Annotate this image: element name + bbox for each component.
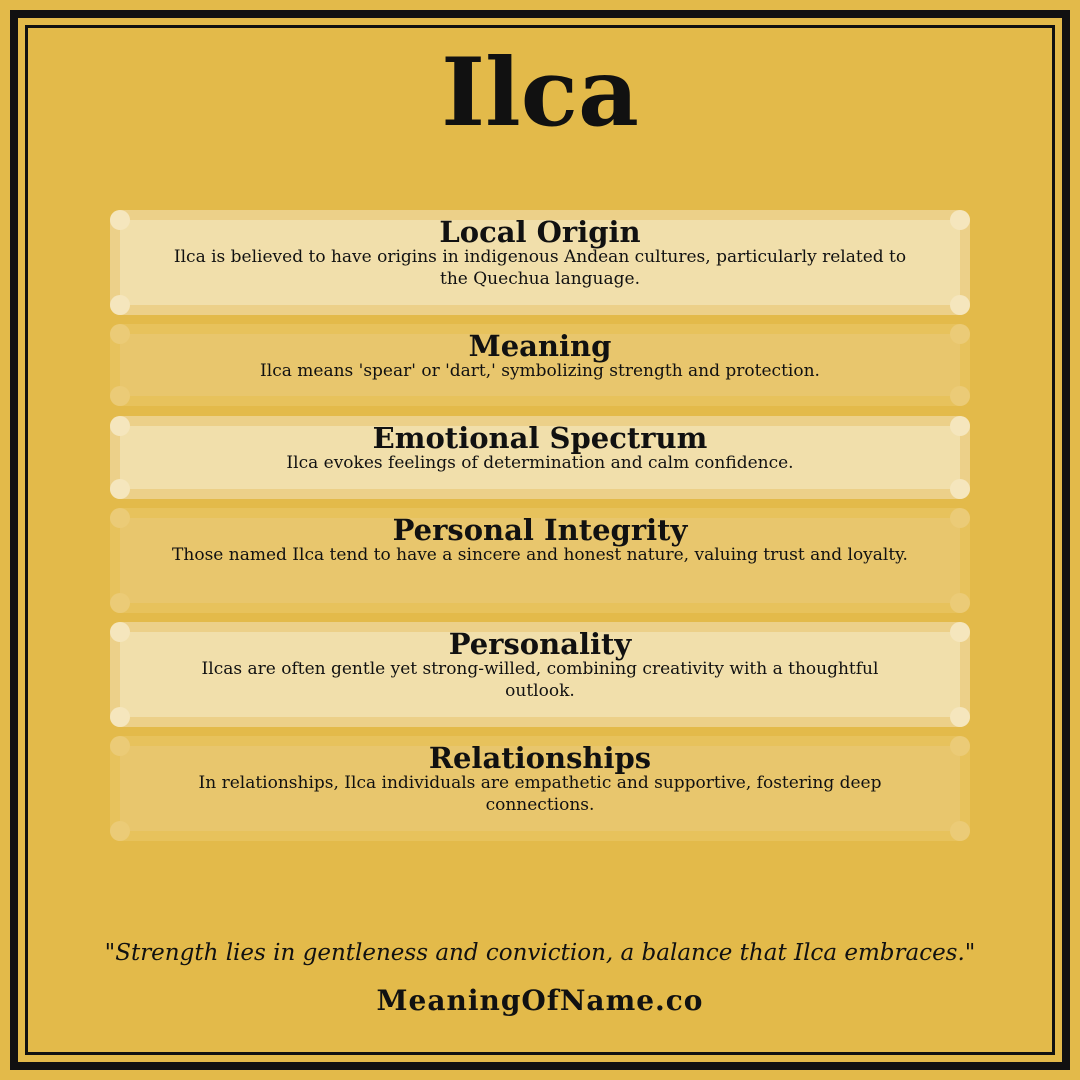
section-card-personality	[110, 622, 970, 727]
section-text: Ilca is believed to have origins in indigenous Andean cultures, particularly related to the Quechua language.	[173, 247, 907, 289]
section-heading: Relationships	[428, 741, 652, 775]
section-card-emotional-spectrum	[110, 416, 970, 499]
section-heading: Local Origin	[439, 215, 641, 249]
section-text: Ilcas are often gentle yet strong-willed, combining creativity with a thoughtful outlook.	[201, 659, 879, 701]
section-card-local-origin	[110, 210, 970, 315]
section-text: Ilca evokes feelings of determination and calm confidence.	[286, 453, 794, 473]
quote-text: "Strength lies in gentleness and conviction, a balance that Ilca embraces."	[104, 940, 976, 966]
site-name: MeaningOfName.co	[376, 984, 704, 1017]
section-text: Those named Ilca tend to have a sincere and honest nature, valuing trust and loyalty.	[172, 545, 908, 565]
section-card-personal-integrity	[110, 508, 970, 613]
section-heading: Emotional Spectrum	[372, 421, 708, 455]
section-text: In relationships, Ilca individuals are empathetic and supportive, fostering deep connections.	[198, 773, 882, 815]
section-card-relationships	[110, 736, 970, 841]
section-heading: Personal Integrity	[392, 513, 688, 547]
section-heading: Meaning	[468, 329, 612, 363]
name-title: Ilca	[441, 38, 639, 148]
section-card-meaning	[110, 324, 970, 406]
section-heading: Personality	[448, 627, 632, 661]
section-text: Ilca means 'spear' or 'dart,' symbolizing strength and protection.	[260, 361, 820, 381]
